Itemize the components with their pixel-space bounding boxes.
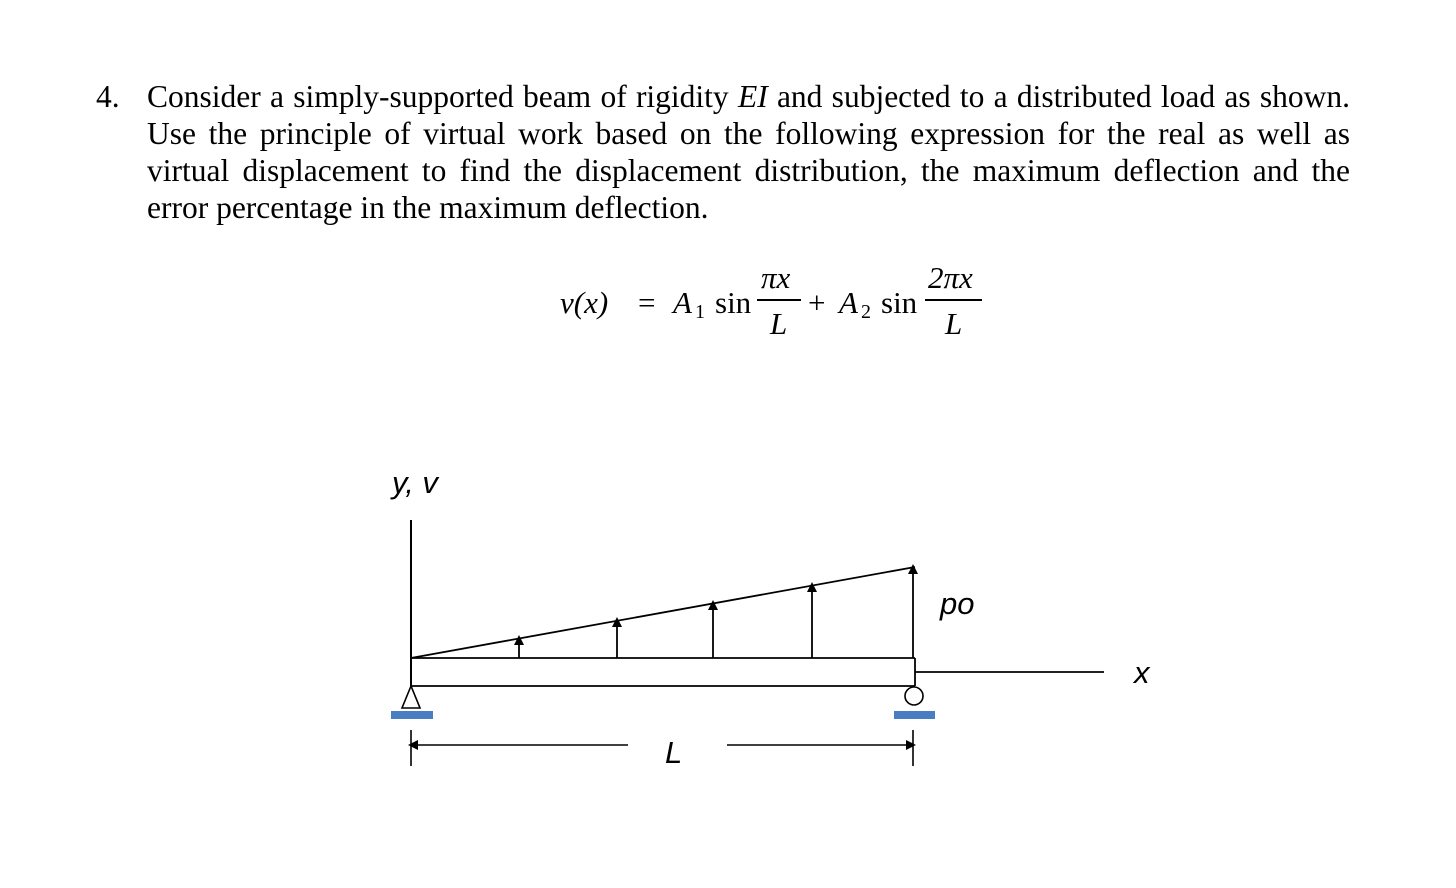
x-axis-label: x [1134, 655, 1150, 690]
problem-number: 4. [96, 79, 120, 114]
equation-sub-1: 1 [695, 301, 705, 323]
rigidity-symbol: EI [737, 79, 768, 114]
load-distribution-line [411, 567, 915, 658]
equation-sin-2: sin [881, 285, 918, 320]
equation-denominator-2: L [945, 306, 963, 341]
roller-support-ground [894, 711, 935, 719]
equation-plus: + [808, 285, 826, 320]
equation-numerator-2: 2πx [928, 260, 973, 295]
equation-sub-2: 2 [861, 301, 871, 323]
problem-text-after: and subjected to a distributed load as shown. Use the principle of virtual work based on the following expression for the real as well as virtual displacement to find the displacement distribution, the maximum deflection and the error percentage in the maximum deflection. [147, 79, 1350, 225]
equation-equals: = [638, 285, 656, 320]
y-axis-label: y, v [392, 465, 438, 500]
pin-support-icon [402, 686, 420, 708]
problem-text-before: Consider a simply-supported beam of rigidity [147, 79, 738, 114]
equation-numerator-1: πx [761, 260, 791, 295]
roller-support-icon [905, 687, 923, 705]
pin-support-ground [391, 711, 433, 719]
equation-lhs: v(x) [560, 285, 609, 320]
length-label: L [665, 735, 683, 770]
equation-denominator-1: L [770, 306, 788, 341]
equation-coef-1: A [673, 285, 692, 320]
load-intensity-label: po [940, 586, 975, 621]
equation-coef-2: A [839, 285, 858, 320]
equation-sin-1: sin [715, 285, 752, 320]
